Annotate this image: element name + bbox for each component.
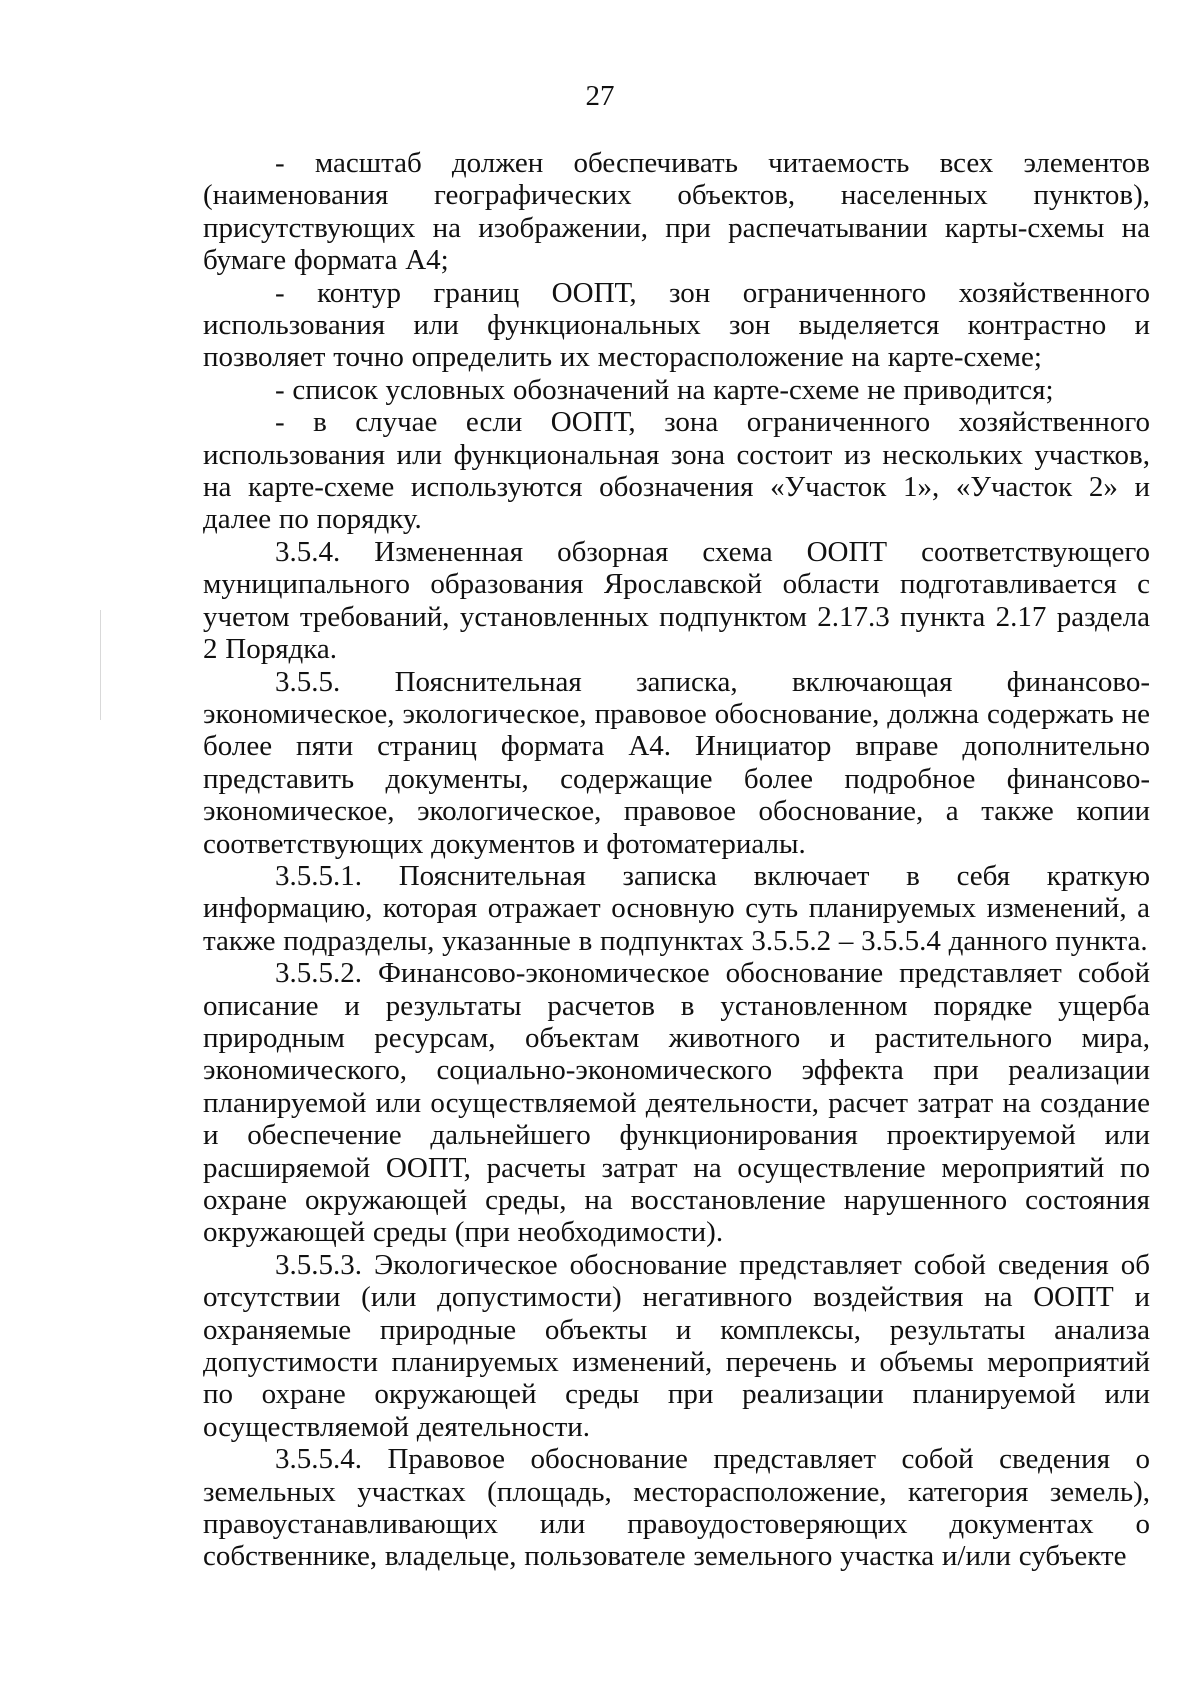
page-number: 27 xyxy=(585,80,615,112)
scan-margin-mark xyxy=(100,610,101,720)
paragraph-scale-requirement: - масштаб должен обеспечивать читаемость всех элементов (наименования географических объектов, населенных пунктов), присутствующих на изображении, при распечатывании карты-схемы на бумаге формата А4; xyxy=(203,147,1150,277)
paragraph-3-5-5-3: 3.5.5.3. Экологическое обоснование представляет собой сведения об отсутствии (или допустимости) негативного воздействия на ООПТ и охраняемые природные объекты и комплексы, результаты анализа допустимости планируемых изменений, перечень и объемы мероприятий по охране окружающей среды при реализации планируемой или осуществляемой деятельности. xyxy=(203,1248,1150,1443)
paragraph-legend-list: - список условных обозначений на карте-схеме не приводится; xyxy=(275,373,1054,406)
document-body xyxy=(203,147,1150,1573)
paragraph-multiple-plots: - в случае если ООПТ, зона ограниченного хозяйственного использования или функциональная зона состоит из нескольких участков, на карте-схеме используются обозначения «Участок 1», «Участок 2» и далее по порядку. xyxy=(203,406,1150,536)
paragraph-3-5-5-2: 3.5.5.2. Финансово-экономическое обоснование представляет собой описание и результаты расчетов в установленном порядке ущерба природным ресурсам, объектам животного и растительного мира, экономического, социально-экономического эффекта при реализации планируемой или осуществляемой деятельности, расчет затрат на создание и обеспечение дальнейшего функционирования проектируемой или расширяемой ООПТ, расчеты затрат на осуществление мероприятий по охране окружающей среды, на восстановление нарушенного состояния окружающей среды (при необходимости). xyxy=(203,957,1150,1249)
paragraph-boundary-contour: - контур границ ООПТ, зон ограниченного хозяйственного использования или функциональных зон выделяется контрастно и позволяет точно определить их месторасположение на карте-схеме; xyxy=(203,276,1150,374)
paragraph-3-5-5-1: 3.5.5.1. Пояснительная записка включает в себя краткую информацию, которая отражает основную суть планируемых изменений, а также подразделы, указанные в подпунктах 3.5.5.2 – 3.5.5.4 данного пункта. xyxy=(203,859,1150,957)
paragraph-3-5-5-4: 3.5.5.4. Правовое обоснование представляет собой сведения о земельных участках (площадь, месторасположение, категория земель), правоустанавливающих или правоудостоверяющих документах о собственнике, владельце, пользователе земельного участка и/или субъекте xyxy=(203,1443,1150,1573)
paragraph-3-5-4: 3.5.4. Измененная обзорная схема ООПТ соответствующего муниципального образования Ярославской области подготавливается с учетом требований, установленных подпунктом 2.17.3 пункта 2.17 раздела 2 Порядка. xyxy=(203,535,1150,666)
paragraph-3-5-5: 3.5.5. Пояснительная записка, включающая финансово-экономическое, экологическое, правовое обоснование, должна содержать не более пяти страниц формата А4. Инициатор вправе дополнительно представить документы, содержащие более подробное финансово-экономическое, экологическое, правовое обоснование, а также копии соответствующих документов и фотоматериалы. xyxy=(203,665,1150,860)
